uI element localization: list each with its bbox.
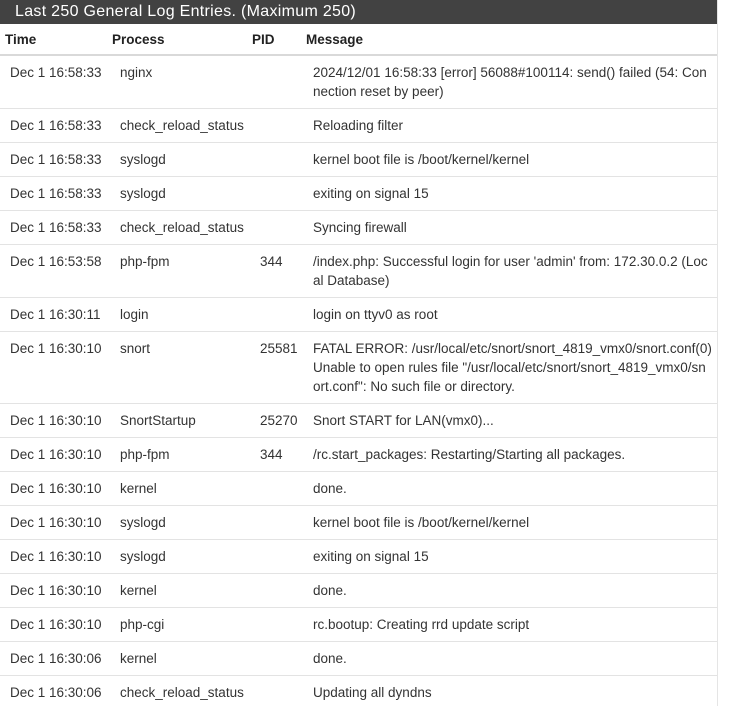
cell-pid: 344 (252, 245, 306, 298)
cell-time: Dec 1 16:58:33 (0, 143, 112, 177)
table-row (0, 143, 718, 177)
table-row (0, 404, 718, 438)
table-row (0, 574, 718, 608)
table-row (0, 506, 718, 540)
cell-process: kernel (112, 574, 252, 608)
table-header-row (0, 24, 718, 55)
page-gutter (718, 0, 738, 706)
cell-process: SnortStartup (112, 404, 252, 438)
cell-time: Dec 1 16:53:58 (0, 245, 112, 298)
cell-process: snort (112, 332, 252, 404)
cell-time: Dec 1 16:30:10 (0, 438, 112, 472)
cell-process: php-fpm (112, 438, 252, 472)
cell-time: Dec 1 16:58:33 (0, 55, 112, 109)
cell-process: syslogd (112, 143, 252, 177)
cell-process: syslogd (112, 177, 252, 211)
column-header-pid: PID (252, 24, 306, 55)
cell-time: Dec 1 16:30:10 (0, 472, 112, 506)
cell-process: php-cgi (112, 608, 252, 642)
table-row (0, 298, 718, 332)
cell-time: Dec 1 16:30:10 (0, 608, 112, 642)
cell-pid (252, 540, 306, 574)
cell-pid: 344 (252, 438, 306, 472)
cell-time: Dec 1 16:30:06 (0, 642, 112, 676)
table-row (0, 245, 718, 298)
cell-process: check_reload_status (112, 211, 252, 245)
cell-time: Dec 1 16:30:10 (0, 506, 112, 540)
cell-process: php-fpm (112, 245, 252, 298)
table-row (0, 438, 718, 472)
table-row (0, 211, 718, 245)
cell-time: Dec 1 16:30:10 (0, 574, 112, 608)
table-row (0, 676, 718, 706)
cell-process: nginx (112, 55, 252, 109)
cell-pid (252, 472, 306, 506)
table-row (0, 177, 718, 211)
cell-message: Reloading filter (306, 109, 718, 143)
cell-process: kernel (112, 472, 252, 506)
cell-time: Dec 1 16:58:33 (0, 177, 112, 211)
table-row (0, 472, 718, 506)
cell-pid (252, 298, 306, 332)
cell-time: Dec 1 16:30:10 (0, 540, 112, 574)
column-header-message: Message (306, 24, 718, 55)
cell-message: Updating all dyndns (306, 676, 718, 706)
panel-title: Last 250 General Log Entries. (Maximum 250) (0, 0, 717, 24)
cell-message: done. (306, 472, 718, 506)
cell-message: kernel boot file is /boot/kernel/kernel (306, 506, 718, 540)
cell-pid (252, 574, 306, 608)
cell-message: 2024/12/01 16:58:33 [error] 56088#100114: send() failed (54: Connection reset by peer) (306, 55, 718, 109)
cell-time: Dec 1 16:30:10 (0, 404, 112, 438)
cell-message: login on ttyv0 as root (306, 298, 718, 332)
cell-pid (252, 211, 306, 245)
cell-time: Dec 1 16:30:10 (0, 332, 112, 404)
cell-time: Dec 1 16:30:11 (0, 298, 112, 332)
cell-pid (252, 676, 306, 706)
cell-pid: 25270 (252, 404, 306, 438)
cell-time: Dec 1 16:58:33 (0, 109, 112, 143)
cell-process: check_reload_status (112, 676, 252, 706)
column-header-time: Time (0, 24, 112, 55)
cell-pid (252, 642, 306, 676)
cell-pid (252, 608, 306, 642)
cell-message: done. (306, 574, 718, 608)
cell-process: check_reload_status (112, 109, 252, 143)
table-row (0, 109, 718, 143)
cell-message: /index.php: Successful login for user 'admin' from: 172.30.0.2 (Local Database) (306, 245, 718, 298)
table-row (0, 332, 718, 404)
table-row (0, 642, 718, 676)
cell-message: rc.bootup: Creating rrd update script (306, 608, 718, 642)
column-header-process: Process (112, 24, 252, 55)
cell-pid (252, 177, 306, 211)
cell-message: done. (306, 642, 718, 676)
table-row (0, 608, 718, 642)
table-row (0, 55, 718, 109)
cell-process: syslogd (112, 506, 252, 540)
cell-pid (252, 143, 306, 177)
cell-message: exiting on signal 15 (306, 177, 718, 211)
cell-process: kernel (112, 642, 252, 676)
log-table (0, 24, 718, 706)
cell-pid (252, 55, 306, 109)
cell-message: exiting on signal 15 (306, 540, 718, 574)
cell-message: /rc.start_packages: Restarting/Starting all packages. (306, 438, 718, 472)
cell-time: Dec 1 16:30:06 (0, 676, 112, 706)
cell-message: Syncing firewall (306, 211, 718, 245)
cell-process: login (112, 298, 252, 332)
cell-pid (252, 109, 306, 143)
cell-pid: 25581 (252, 332, 306, 404)
cell-pid (252, 506, 306, 540)
cell-message: FATAL ERROR: /usr/local/etc/snort/snort_4819_vmx0/snort.conf(0) Unable to open rules file "/usr/local/etc/snort/snort_4819_vmx0/snort.conf": No such file or directory. (306, 332, 718, 404)
cell-time: Dec 1 16:58:33 (0, 211, 112, 245)
cell-message: kernel boot file is /boot/kernel/kernel (306, 143, 718, 177)
table-row (0, 540, 718, 574)
cell-process: syslogd (112, 540, 252, 574)
cell-message: Snort START for LAN(vmx0)... (306, 404, 718, 438)
